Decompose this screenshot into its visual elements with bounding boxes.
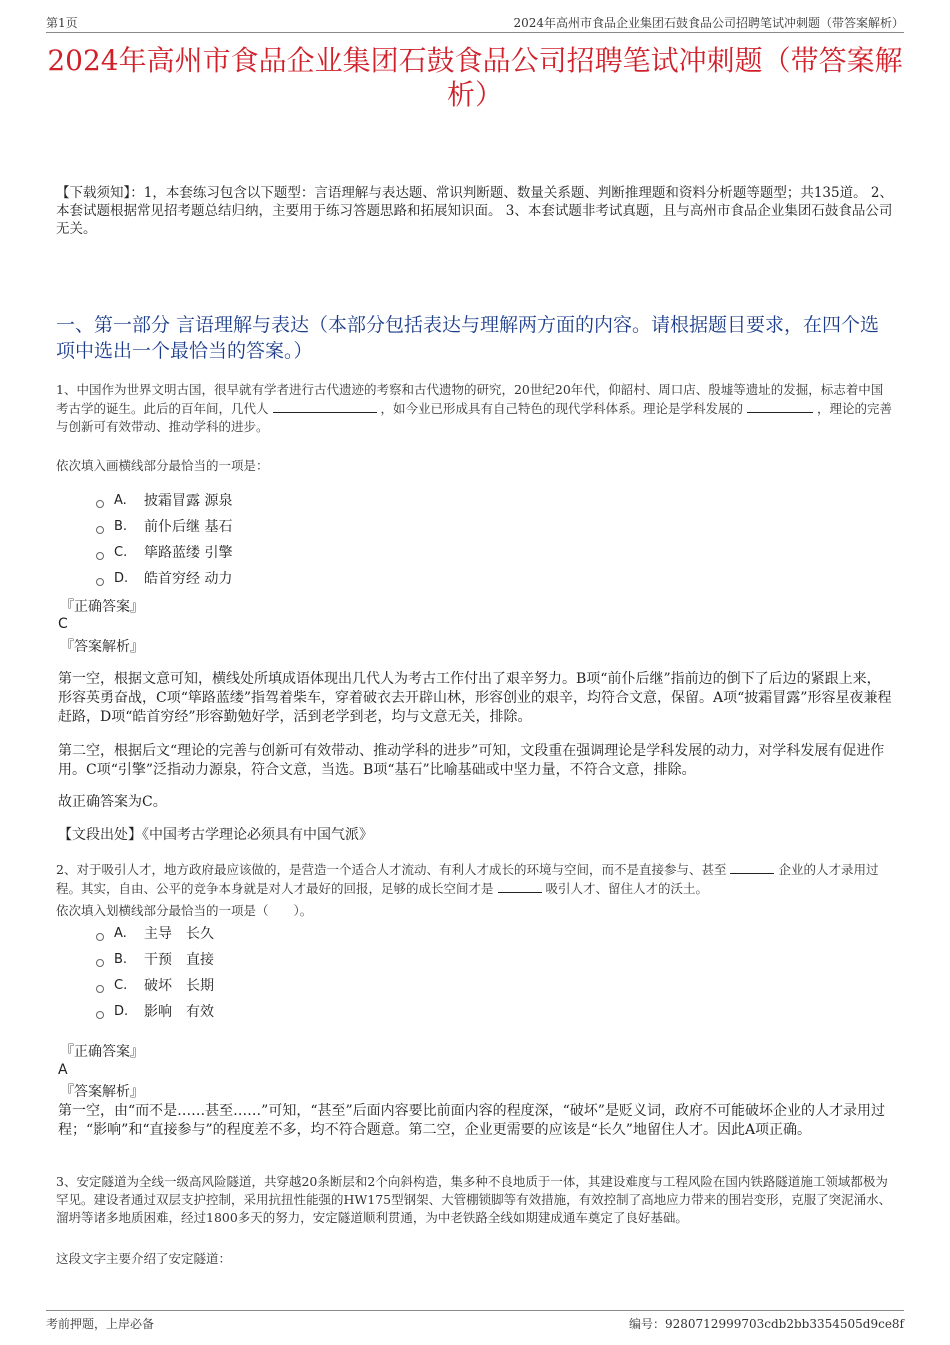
fill-blank — [273, 399, 377, 413]
radio-button-icon[interactable] — [96, 578, 104, 586]
answer-value: C — [58, 616, 68, 632]
question-1-stem-part-c: ，理论的完善与创新可有效带动、推动学科的进步。 — [56, 401, 892, 434]
option-d[interactable] — [96, 999, 214, 1025]
question-2-stem — [56, 860, 894, 898]
option-c[interactable] — [96, 540, 232, 566]
radio-button-icon[interactable] — [96, 1011, 104, 1019]
option-b[interactable] — [96, 514, 232, 540]
header-doc-title: 2024年高州市食品企业集团石鼓食品公司招聘笔试冲刺题（带答案解析） — [513, 16, 904, 30]
question-3-stem: 3、安定隧道为全线一级高风险隧道，共穿越20条断层和2个向斜构造，集多种不良地质于一体，其建设难度与工程风险在国内铁路隧道施工领域都极为罕见。建设者通过双层支护控制，采用抗扭性能强的HW175型钢架、大管棚锁脚等有效措施，有效控制了高地应力带来的围岩变形，克服了突泥涌水、溜坍等诸多地质困难，经过1800多天的努力，安定隧道顺利贯通，为中老铁路全线如期建成通车奠定了良好基础。 — [56, 1174, 892, 1225]
question-2-options — [96, 921, 214, 1025]
footer-slogan: 考前押题，上岸必备 — [46, 1317, 155, 1331]
question-1-stem — [56, 381, 894, 436]
question-3-prompt: 这段文字主要介绍了安定隧道： — [56, 1251, 232, 1266]
option-a[interactable] — [96, 921, 214, 947]
option-letter: A. — [114, 493, 127, 508]
radio-button-icon[interactable] — [96, 985, 104, 993]
option-letter: A. — [114, 926, 127, 941]
radio-button-icon[interactable] — [96, 526, 104, 534]
answer-label: 『正确答案』 — [60, 599, 144, 615]
download-notice: 【下载须知】：1，本套练习包含以下题型：言语理解与表达题、常识判断题、数量关系题、判断推理题和资料分析题等题型；共135道。 2、本套试题根据常见招考题总结归纳，主要用于练习答题思路和拓展知识面。 3、本套试题非考试真题，且与高州市食品企业集团石鼓食品公司无关。 — [56, 185, 893, 237]
fill-blank — [498, 879, 542, 893]
document-title: 2024年高州市食品企业集团石鼓食品公司招聘笔试冲刺题（带答案解析） — [47, 44, 903, 111]
option-c[interactable] — [96, 973, 214, 999]
answer-value: A — [58, 1062, 68, 1078]
page-number: 第1页 — [46, 16, 78, 30]
radio-button-icon[interactable] — [96, 933, 104, 941]
analysis-paragraph: 第一空，由“而不是……甚至……”可知，“甚至”后面内容要比前面内容的程度深，“破坏”是贬义词，政府不可能破坏企业的人才录用过程；“影响”和“直接参与”的程度差不多，均不符合题意。第二空，企业更需要的应该是“长久”地留住人才。因此A项正确。 — [58, 1103, 885, 1138]
option-letter: C. — [114, 545, 128, 560]
question-2-stem-part-b: 企业的人才录用过程。其实，自由、公平的竞争本身就是对人才最好的回报，足够的成长空间才是 — [56, 862, 879, 896]
option-text: 筚路蓝缕 引擎 — [144, 545, 233, 561]
analysis-conclusion: 故正确答案为C。 — [58, 794, 167, 810]
option-text: 破坏 长期 — [144, 978, 214, 994]
analysis-paragraph: 第一空，根据文意可知，横线处所填成语体现出几代人为考古工作付出了艰辛努力。B项“前仆后继”指前边的倒下了后边的紧跟上来，形容英勇奋战，C项“筚路蓝缕”指驾着柴车，穿着破衣去开辟山林，形容创业的艰辛，均符合文意，保留。A项“披霜冒露”形容星夜兼程赶路，D项“皓首穷经”形容勤勉好学，活到老学到老，均与文意无关，排除。 — [58, 671, 892, 725]
option-a[interactable] — [96, 488, 232, 514]
radio-button-icon[interactable] — [96, 552, 104, 560]
option-letter: B. — [114, 952, 128, 967]
option-text: 皓首穷经 动力 — [144, 571, 233, 587]
radio-button-icon[interactable] — [96, 500, 104, 508]
option-d[interactable] — [96, 566, 232, 592]
analysis-paragraph: 第二空，根据后文“理论的完善与创新可有效带动、推动学科的进步”可知，文段重在强调理论是学科发展的动力，对学科发展有促进作用。C项“引擎”泛指动力源泉，符合文意，当选。B项“基石”比喻基础或中坚力量，不符合文意，排除。 — [58, 743, 885, 778]
page-header — [46, 14, 904, 33]
source-citation: 【文段出处】《中国考古学理论必须具有中国气派》 — [58, 827, 373, 843]
fill-blank — [730, 860, 774, 874]
option-letter: B. — [114, 519, 128, 534]
section-heading: 一、第一部分 言语理解与表达（本部分包括表达与理解两方面的内容。请根据题目要求，在四个选项中选出一个最恰当的答案。） — [56, 314, 880, 362]
radio-button-icon[interactable] — [96, 959, 104, 967]
option-b[interactable] — [96, 947, 214, 973]
analysis-label: 『答案解析』 — [60, 639, 144, 655]
document-id: 编号：9280712999703cdb2bb3354505d9ce8f — [629, 1317, 904, 1331]
option-letter: C. — [114, 978, 128, 993]
question-2-stem-part-c: 吸引人才、留住人才的沃土。 — [545, 881, 708, 896]
answer-label: 『正确答案』 — [60, 1044, 144, 1060]
option-text: 干预 直接 — [144, 952, 214, 968]
question-1-options — [96, 488, 232, 592]
question-1-stem-part-a: 1、中国作为世界文明古国，很早就有学者进行古代遗迹的考察和古代遗物的研究，20世纪20年代，仰韶村、周口店、殷墟等遗址的发掘，标志着中国考古学的诞生。此后的百年间，几代人 — [56, 382, 884, 416]
fill-blank — [747, 399, 813, 413]
option-letter: D. — [114, 571, 129, 586]
page-footer — [46, 1310, 904, 1331]
question-1-stem-part-b: ，如今业已形成具有自己特色的现代学科体系。理论是学科发展的 — [380, 401, 743, 416]
analysis-label: 『答案解析』 — [60, 1084, 144, 1100]
option-letter: D. — [114, 1004, 129, 1019]
option-text: 主导 长久 — [144, 926, 214, 942]
option-text: 影响 有效 — [144, 1004, 214, 1020]
question-2-stem-part-a: 2、对于吸引人才，地方政府最应该做的，是营造一个适合人才流动、有利人才成长的环境与空间，而不是直接参与、甚至 — [56, 862, 727, 877]
option-text: 披霜冒露 源泉 — [144, 493, 233, 509]
question-1-prompt: 依次填入画横线部分最恰当的一项是： — [56, 458, 269, 473]
option-text: 前仆后继 基石 — [144, 519, 233, 535]
question-2-prompt: 依次填入划横线部分最恰当的一项是（ ）。 — [56, 903, 313, 918]
